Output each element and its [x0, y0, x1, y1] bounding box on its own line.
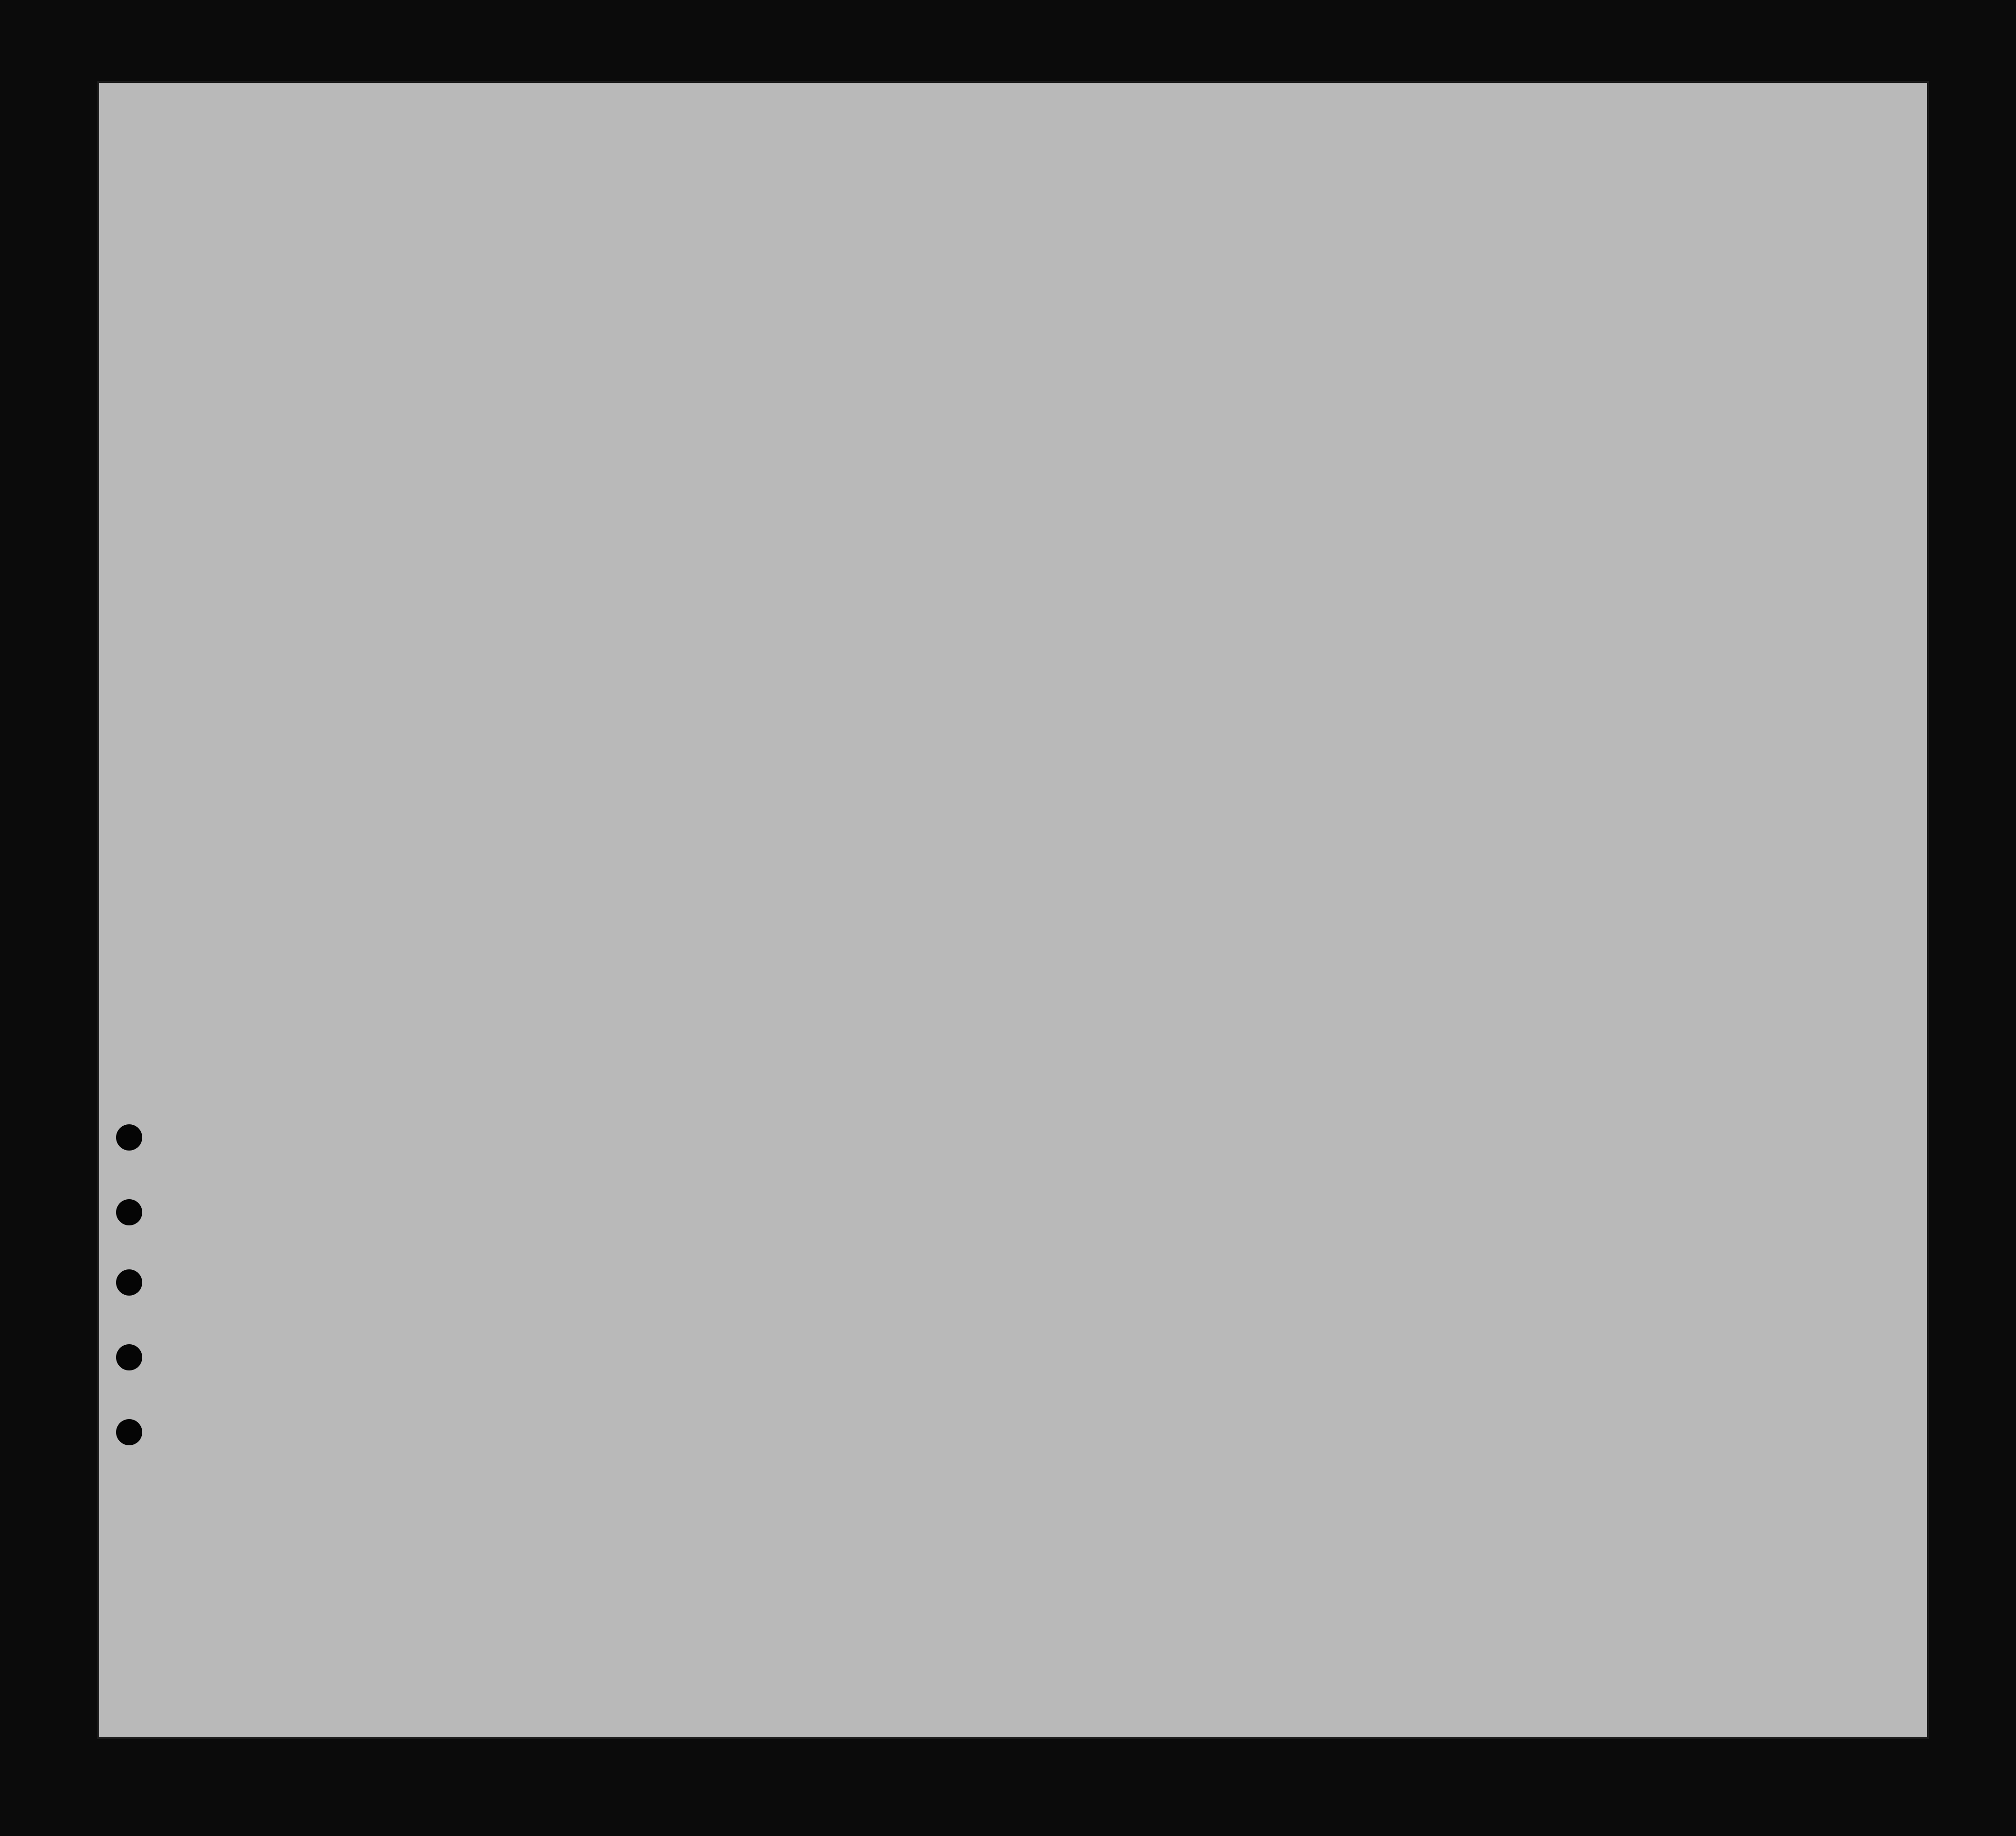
form-grid [97, 81, 1929, 1739]
manifest-sheet [97, 81, 1929, 1739]
